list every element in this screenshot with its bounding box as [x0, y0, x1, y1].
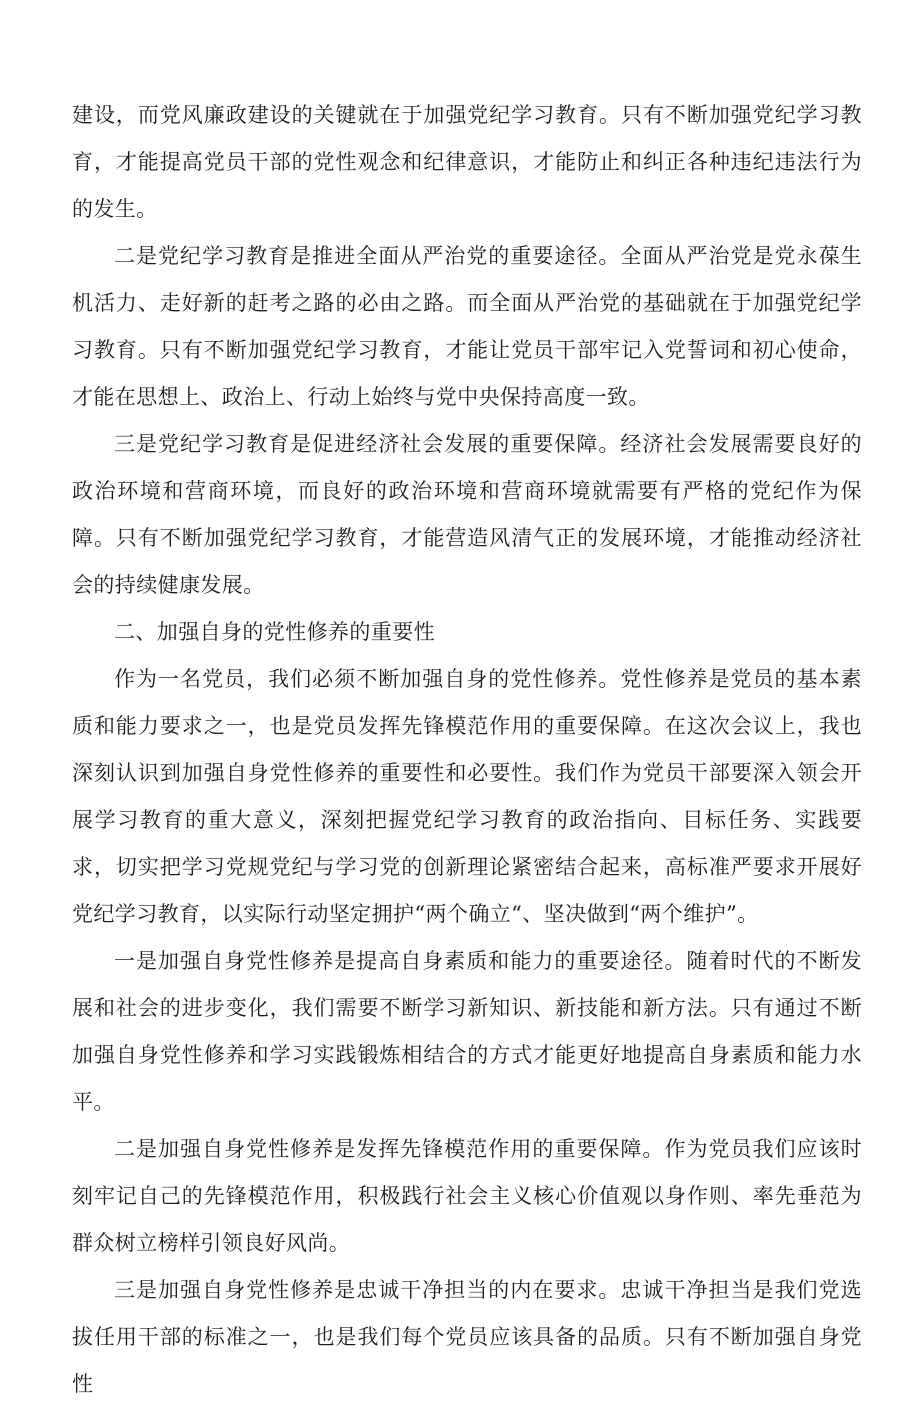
- paragraph-point-three: 三是党纪学习教育是促进经济社会发展的重要保障。经济社会发展需要良好的政治环境和营商环境，而良好的政治环境和营商环境就需要有严格的党纪作为保障。只有不断加强党纪学习教育，才能营造风清气正的发展环境，才能推动经济社会的持续健康发展。: [72, 432, 862, 597]
- paragraph-subpoint-two: 二是加强自身党性修养是发挥先锋模范作用的重要保障。作为党员我们应该时刻牢记自己的先锋模范作用，积极践行社会主义核心价值观以身作则、率先垂范为群众树立榜样引领良好风尚。: [72, 1137, 862, 1255]
- document-body: [72, 92, 862, 1408]
- paragraph-section-intro: 作为一名党员，我们必须不断加强自身的党性修养。党性修养是党员的基本素质和能力要求之一，也是党员发挥先锋模范作用的重要保障。在这次会议上，我也深刻认识到加强自身党性修养的重要性和必要性。我们作为党员干部要深入领会开展学习教育的重大意义，深刻把握党纪学习教育的政治指向、目标任务、实践要求，切实把学习党规党纪与学习党的创新理论紧密结合起来，高标准严要求开展好党纪学习教育，以实际行动坚定拥护“两个确立“、坚决做到“两个维护”。: [72, 667, 862, 926]
- paragraph-continuation: 建设，而党风廉政建设的关键就在于加强党纪学习教育。只有不断加强党纪学习教育，才能提高党员干部的党性观念和纪律意识，才能防止和纠正各种违纪违法行为的发生。: [72, 103, 862, 221]
- section-heading-two: 二、加强自身的党性修养的重要性: [114, 620, 435, 644]
- paragraph-point-two: 二是党纪学习教育是推进全面从严治党的重要途径。全面从严治党是党永葆生机活力、走好新的赶考之路的必由之路。而全面从严治党的基础就在于加强党纪学习教育。只有不断加强党纪学习教育，才能让党员干部牢记入党誓词和初心使命，才能在思想上、政治上、行动上始终与党中央保持高度一致。: [72, 244, 862, 409]
- paragraph-subpoint-three: 三是加强自身党性修养是忠诚干净担当的内在要求。忠诚干净担当是我们党选拔任用干部的标准之一，也是我们每个党员应该具备的品质。只有不断加强自身党性: [72, 1278, 862, 1396]
- paragraph-subpoint-one: 一是加强自身党性修养是提高自身素质和能力的重要途径。随着时代的不断发展和社会的进步变化，我们需要不断学习新知识、新技能和新方法。只有通过不断加强自身党性修养和学习实践锻炼相结合的方式才能更好地提高自身素质和能力水平。: [72, 949, 862, 1114]
